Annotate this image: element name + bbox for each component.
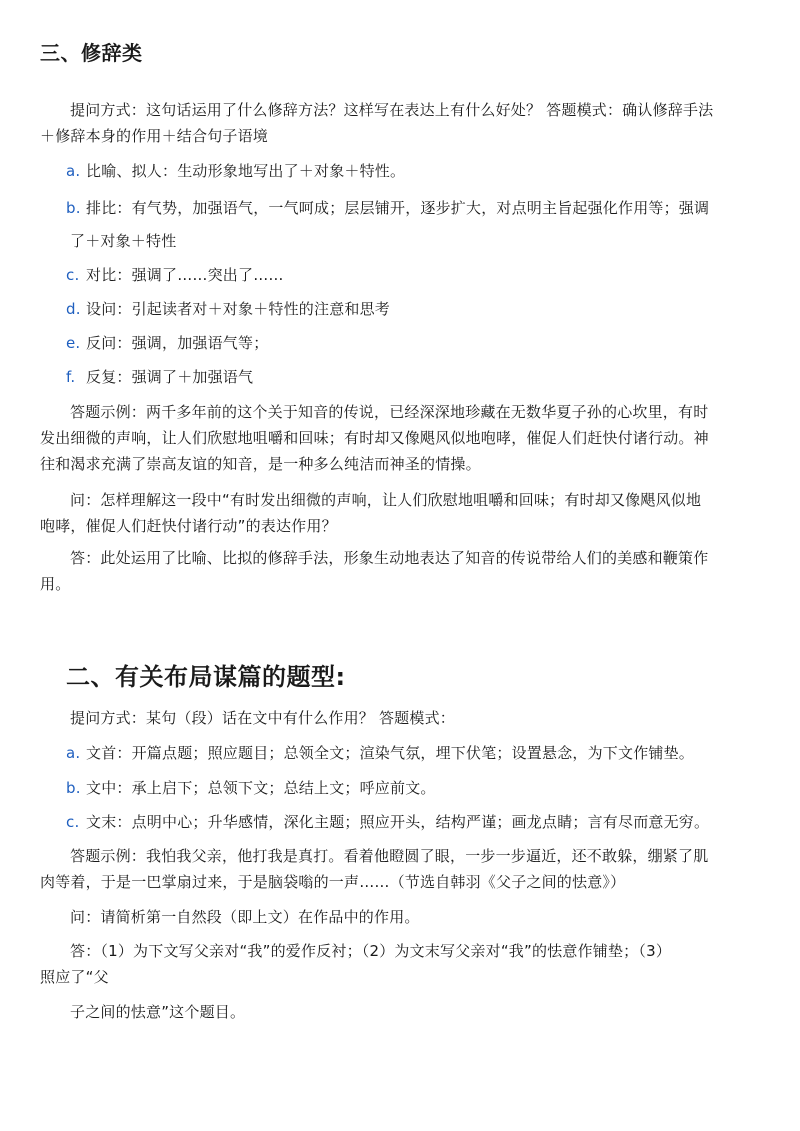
list-marker: f. (66, 368, 76, 386)
rhetoric-answer-paragraph (40, 545, 708, 597)
rhetoric-list-item-c (66, 262, 284, 288)
structure-example-line-2: 肉等着，于是一巴掌扇过来，于是脑袋嗡的一声……（节选自韩羽《父子之间的怯意》） (40, 873, 626, 891)
structure-list-item-c (66, 809, 709, 835)
list-item-text: 文末：点明中心；升华感情，深化主题；照应开头，结构严谨；画龙点睛；言有尽而意无穷。 (86, 813, 710, 831)
rhetoric-question-paragraph (40, 487, 701, 539)
list-item-text: 设问：引起读者对＋对象＋特性的注意和思考 (86, 300, 391, 318)
rhetoric-example-paragraph (40, 399, 709, 477)
structure-example-line-1: 答题示例：我怕我父亲，他打我是真打。看着他瞪圆了眼，一步一步逼近，还不敢躲，绷紧了肌 (70, 847, 709, 865)
list-marker: a. (66, 744, 81, 762)
rhetoric-question-line-2: 咆哮，催促人们赶快付诸行动”的表达作用？ (40, 517, 337, 535)
structure-answer-paragraph (40, 938, 671, 990)
structure-intro-text: 提问方式：某句（段）话在文中有什么作用？ 答题模式： (70, 709, 455, 727)
structure-answer-line-1: 答：（1）为下文写父亲对“我”的爱作反衬；（2）为文末写父亲对“我”的怯意作铺垫；（3） (70, 942, 672, 960)
structure-intro-paragraph (70, 705, 455, 731)
structure-question-paragraph (70, 904, 420, 930)
list-item-text: 文中：承上启下；总领下文；总结上文；呼应前文。 (86, 779, 436, 797)
list-marker: c. (66, 266, 80, 284)
rhetoric-list-item-a (66, 158, 405, 184)
rhetoric-list-item-f (66, 364, 253, 390)
section-heading-rhetoric: 三、修辞类 (40, 41, 143, 65)
list-marker: c. (66, 813, 80, 831)
list-marker: b. (66, 779, 81, 797)
list-item-text: 反复：强调了＋加强语气 (86, 368, 254, 386)
rhetoric-list-item-d (66, 296, 390, 322)
list-item-text: 对比：强调了……突出了…… (86, 266, 284, 284)
list-item-text: 反问：强调，加强语气等； (86, 334, 269, 352)
rhetoric-example-line-1: 答题示例：两千多年前的这个关于知音的传说，已经深深地珍藏在无数华夏子孙的心坎里，有时 (70, 403, 709, 421)
section-heading-structure: 二、有关布局谋篇的题型: (66, 663, 346, 691)
structure-answer-line-2: 照应了“父 (40, 968, 109, 986)
structure-answer-line-3: 子之间的怯意”这个题目。 (70, 1003, 246, 1021)
rhetoric-answer-line-1: 答：此处运用了比喻、比拟的修辞手法，形象生动地表达了知音的传说带给人们的美感和鞭策作 (70, 549, 709, 567)
list-item-text: 了＋对象＋特性 (70, 232, 177, 250)
list-marker: d. (66, 300, 81, 318)
list-marker: a. (66, 162, 81, 180)
rhetoric-example-line-3: 往和渴求充满了崇高友谊的知音，是一种多么纯洁而神圣的情操。 (40, 455, 481, 473)
rhetoric-intro-line-1: 提问方式：这句话运用了什么修辞方法？这样写在表达上有什么好处？ 答题模式：确认修辞手法 (70, 101, 714, 119)
structure-list-item-a (66, 740, 694, 766)
list-marker: e. (66, 334, 81, 352)
structure-example-paragraph (40, 843, 708, 895)
rhetoric-example-line-2: 发出细微的声响，让人们欣慰地咀嚼和回味；有时却又像飓风似地咆哮，催促人们赶快付诸行动。神 (40, 429, 709, 447)
list-item-text: 文首：开篇点题；照应题目；总领全文；渲染气氛，埋下伏笔；设置悬念，为下文作铺垫。 (86, 744, 695, 762)
structure-list-item-b (66, 775, 436, 801)
list-marker: b. (66, 199, 81, 217)
rhetoric-list-item-e (66, 330, 268, 356)
structure-question-text: 问：请简析第一自然段（即上文）在作品中的作用。 (70, 908, 420, 926)
list-item-text: 比喻、拟人：生动形象地写出了＋对象＋特性。 (86, 162, 406, 180)
rhetoric-list-item-b-continuation (70, 228, 176, 254)
rhetoric-answer-line-2: 用。 (40, 575, 71, 593)
rhetoric-intro-paragraph (40, 97, 713, 149)
rhetoric-question-line-1: 问：怎样理解这一段中“有时发出细微的声响，让人们欣慰地咀嚼和回味；有时却又像飓风似地 (70, 491, 702, 509)
rhetoric-list-item-b (66, 195, 709, 221)
structure-answer-continuation (70, 999, 245, 1025)
list-item-text: 排比：有气势，加强语气，一气呵成；层层铺开，逐步扩大，对点明主旨起强化作用等；强调 (86, 199, 710, 217)
rhetoric-intro-line-2: ＋修辞本身的作用＋结合句子语境 (40, 127, 269, 145)
